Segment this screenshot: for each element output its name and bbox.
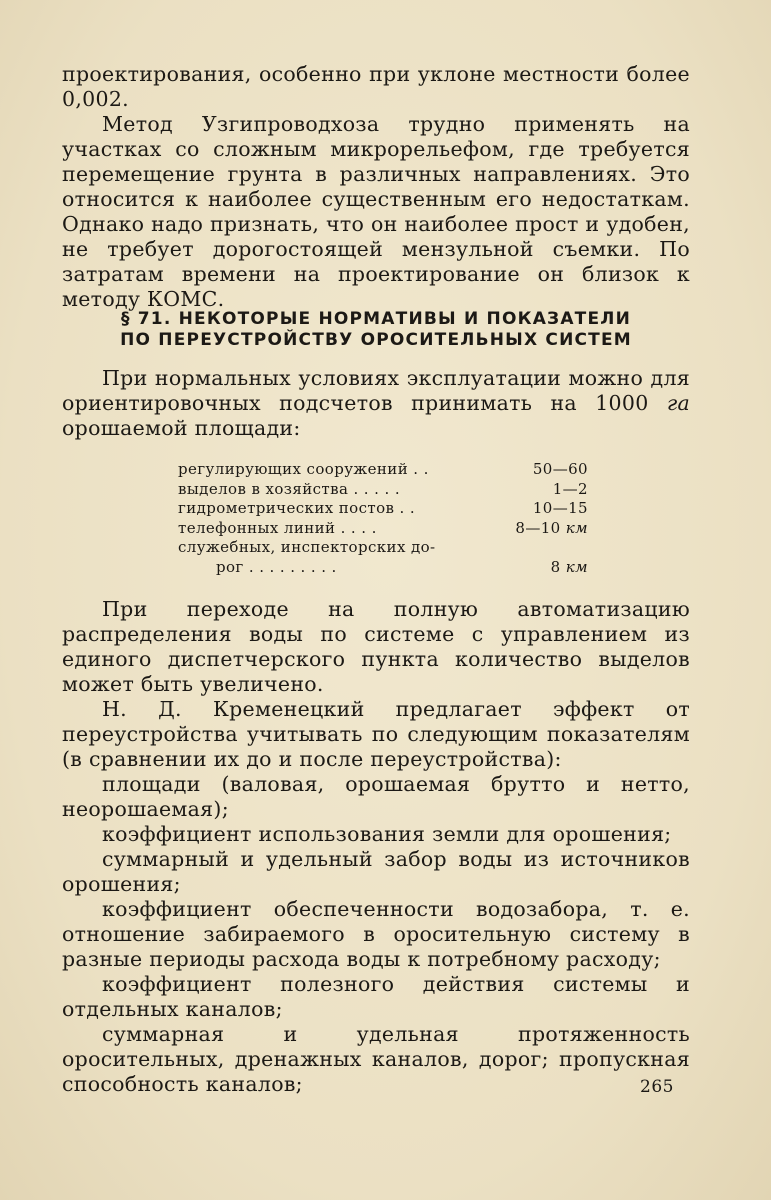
body-block	[62, 597, 690, 1097]
indicator-item: коэффициент полезного действия системы и отдельных каналов;	[62, 972, 690, 1021]
norm-value: 50—60	[532, 460, 588, 478]
indicator-item: суммарный и удельный забор воды из источников орошения;	[62, 847, 690, 896]
paragraph-continuation: проектирования, особенно при уклоне местности более 0,002.	[62, 62, 690, 111]
norm-value: 10—15	[532, 499, 588, 517]
section-title-line-1: § 71. НЕКОТОРЫЕ НОРМАТИВЫ И ПОКАЗАТЕЛИ	[120, 309, 632, 329]
page-number: 265	[640, 1077, 674, 1097]
lead-text-a: При нормальных условиях эксплуатации можно для ориентировочных подсчетов принимать на 1000	[62, 366, 690, 415]
norm-label: регулирующих сооружений . .	[178, 460, 429, 478]
norm-value: 8—10	[515, 518, 561, 537]
norm-label: гидрометрических постов . .	[178, 499, 416, 517]
indicator-item: коэффициент обеспеченности водозабора, т. е. отношение забираемого в оросительную систему в разные периоды расхода воды к потребному расходу;	[62, 897, 690, 971]
paragraph-kremenetsky: Н. Д. Кременецкий предлагает эффект от переустройства учитывать по следующим показателям (в сравнении их до и после переустройства):	[62, 697, 690, 771]
paragraph-lead	[62, 366, 690, 441]
norm-label: рог . . . . . . . . .	[216, 557, 337, 576]
norm-row	[178, 480, 588, 500]
lead-block	[62, 366, 690, 441]
norm-label: выделов в хозяйства . . . . .	[178, 479, 400, 498]
norm-row	[178, 460, 588, 480]
intro-block	[62, 62, 690, 312]
norm-row	[178, 558, 588, 578]
indicator-item: суммарная и удельная протяженность оросительных, дренажных каналов, дорог; пропускная способность каналов;	[62, 1022, 690, 1096]
norm-row	[178, 499, 588, 519]
indicator-item: коэффициент использования земли для орошения;	[102, 822, 672, 846]
norm-unit: км	[565, 557, 588, 576]
norm-label: телефонных линий . . . .	[178, 518, 377, 537]
lead-text-b: орошаемой площади:	[62, 416, 301, 440]
norm-label: служебных, инспекторских до-	[178, 538, 436, 556]
norm-row	[178, 538, 588, 558]
norm-unit: км	[565, 518, 588, 537]
lead-unit: га	[666, 391, 690, 415]
norm-value: 8	[550, 557, 561, 576]
section-title-line-2: ПО ПЕРЕУСТРОЙСТВУ ОРОСИТЕЛЬНЫХ СИСТЕМ	[120, 330, 632, 350]
norms-list	[178, 460, 588, 577]
norm-value: 1—2	[552, 479, 588, 498]
paragraph-uzgiprovodkhoz: Метод Узгипроводхоза трудно применять на участках со сложным микрорельефом, где требуется перемещение грунта в различных направлениях. Это относится к наиболее существенным его недостаткам. Однако надо признать, что он наиболее прост и удобен, не требует дорогостоящей мензульной съемки. По затратам времени на проектирование он близок к методу КОМС.	[62, 112, 690, 311]
paragraph-automation: При переходе на полную автоматизацию распределения воды по системе с управлением из единого диспетчерского пункта количество выделов может быть увеличено.	[62, 597, 690, 696]
norm-row	[178, 519, 588, 539]
indicator-item: площади (валовая, орошаемая брутто и нетто, неорошаемая);	[62, 772, 690, 821]
